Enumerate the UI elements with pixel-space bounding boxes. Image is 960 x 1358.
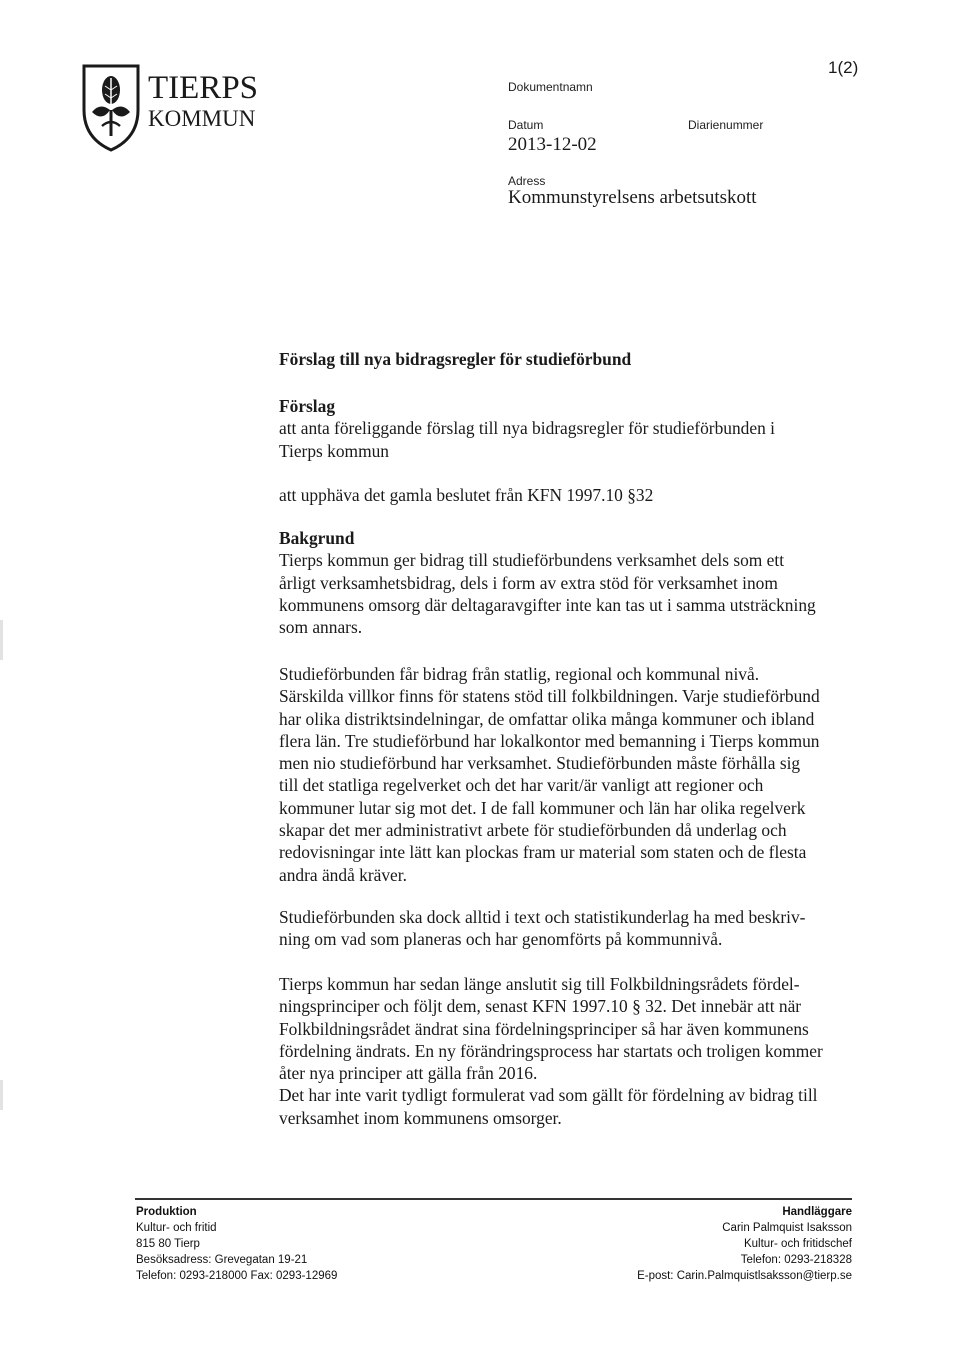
- footer-line: Besöksadress: Grevegatan 19-21: [136, 1254, 308, 1266]
- footer-divider: [135, 1198, 852, 1200]
- background-line: årligt verksamhetsbidrag, dels i form av extra stöd för verksamhet inom: [279, 572, 778, 593]
- footer-handler-title: Handläggare: [782, 1206, 852, 1218]
- document-heading: Förslag till nya bidragsregler för studieförbund: [279, 349, 632, 369]
- paragraph-line: har olika distriktsindelningar, de omfattar olika många kommuner och ibland: [279, 708, 815, 729]
- footer-production: [136, 1204, 337, 1284]
- paragraph-line: Studieförbunden ska dock alltid i text och statistikunderlag ha med beskriv-: [279, 907, 806, 927]
- background-line: kommunens omsorg där deltagaravgifter inte kan tas ut i samma utsträckning: [279, 594, 816, 615]
- footer-line: Carin Palmquist Isaksson: [722, 1222, 852, 1234]
- background-line: som annars.: [279, 617, 363, 638]
- paragraph-line: flera län. Tre studieförbund har lokalkontor med bemanning i Tierps kommun: [279, 730, 820, 751]
- coat-of-arms-icon: [80, 60, 142, 152]
- background-title: Bakgrund: [279, 528, 355, 548]
- paragraph-line: Folkbildningsrådet ändrat sina fördelningsprinciper så har även kommunens: [279, 1018, 809, 1039]
- proposal-section: [279, 395, 899, 506]
- footer-line: 815 80 Tierp: [136, 1238, 200, 1250]
- paragraph-line: kommuner lutar sig mot det. I de fall kommuner och län har olika regelverk: [279, 797, 806, 818]
- address-value: Kommunstyrelsens arbetsutskott: [508, 187, 757, 208]
- paragraph-line: Tierps kommun har sedan länge anslutit sig till Folkbildningsrådets fördel-: [279, 974, 800, 994]
- proposal-line: att anta föreliggande förslag till nya bidragsregler för studieförbunden i: [279, 418, 775, 439]
- paragraph-line: till det statliga regelverket och det har varit/är vanligt att regioner och: [279, 775, 764, 796]
- paragraph-line: Studieförbunden får bidrag från statlig, regional och kommunal nivå.: [279, 664, 760, 684]
- diary-number-label: Diarienummer: [688, 118, 764, 132]
- footer-line: Telefon: 0293-218000 Fax: 0293-12969: [136, 1270, 338, 1282]
- paragraph-funding-levels: [279, 663, 899, 886]
- proposal-line: att upphäva det gamla beslutet från KFN 1997.10 §32: [279, 485, 654, 506]
- paragraph-line: åter nya principer att gälla från 2016.: [279, 1063, 538, 1084]
- municipality-logo: [80, 60, 280, 160]
- paragraph-line: skapar det mer administrativt arbete för studieförbunden då underlag och: [279, 820, 787, 841]
- logo-title: TIERPS: [148, 70, 259, 106]
- background-section: [279, 527, 899, 638]
- date-value: 2013-12-02: [508, 134, 597, 155]
- paragraph-line: Särskilda villkor finns för statens stöd till folkbildningen. Varje studieförbund: [279, 686, 820, 707]
- footer-handler: [600, 1204, 852, 1284]
- paragraph-line: verksamhet inom kommunens omsorger.: [279, 1107, 562, 1128]
- scan-margin-mark: [0, 1080, 3, 1110]
- paragraph-line: fördelning ändrats. En ny förändringsprocess har startats och troligen kommer: [279, 1040, 823, 1061]
- scan-margin-mark: [0, 620, 3, 660]
- paragraph-line: men nio studieförbund har verksamhet. Studieförbunden måste förhålla sig: [279, 753, 801, 774]
- paragraph-line: Det har inte varit tydligt formulerat vad som gällt för fördelning av bidrag till: [279, 1085, 818, 1106]
- footer-production-title: Produktion: [136, 1206, 197, 1218]
- footer-line: Telefon: 0293-218328: [740, 1254, 852, 1266]
- proposal-title: Förslag: [279, 396, 336, 416]
- proposal-spacer: [279, 462, 899, 484]
- paragraph-line: andra ändå kräver.: [279, 864, 407, 885]
- paragraph-line: ning om vad som planeras och har genomförts på kommunnivå.: [279, 929, 723, 950]
- footer-email[interactable]: E-post: Carin.Palmquistlsaksson@tierp.se: [637, 1270, 852, 1282]
- address-label: Adress: [508, 174, 546, 188]
- paragraph-line: ningsprinciper och följt dem, senast KFN 1997.10 § 32. Det innebär att när: [279, 996, 802, 1017]
- document-name-label: Dokumentnamn: [508, 80, 593, 94]
- footer-line: Kultur- och fritid: [136, 1222, 217, 1234]
- paragraph-principles: [279, 973, 899, 1129]
- paragraph-line: redovisningar inte lätt kan plockas fram ur material som staten och de flesta: [279, 842, 807, 863]
- proposal-line: Tierps kommun: [279, 440, 389, 461]
- page-number: 1(2): [828, 58, 859, 77]
- logo-subtitle: KOMMUN: [148, 106, 256, 131]
- footer-line: Kultur- och fritidschef: [743, 1238, 852, 1250]
- background-line: Tierps kommun ger bidrag till studieförbundens verksamhet dels som ett: [279, 550, 785, 571]
- paragraph-reporting: [279, 906, 899, 951]
- date-label: Datum: [508, 118, 544, 132]
